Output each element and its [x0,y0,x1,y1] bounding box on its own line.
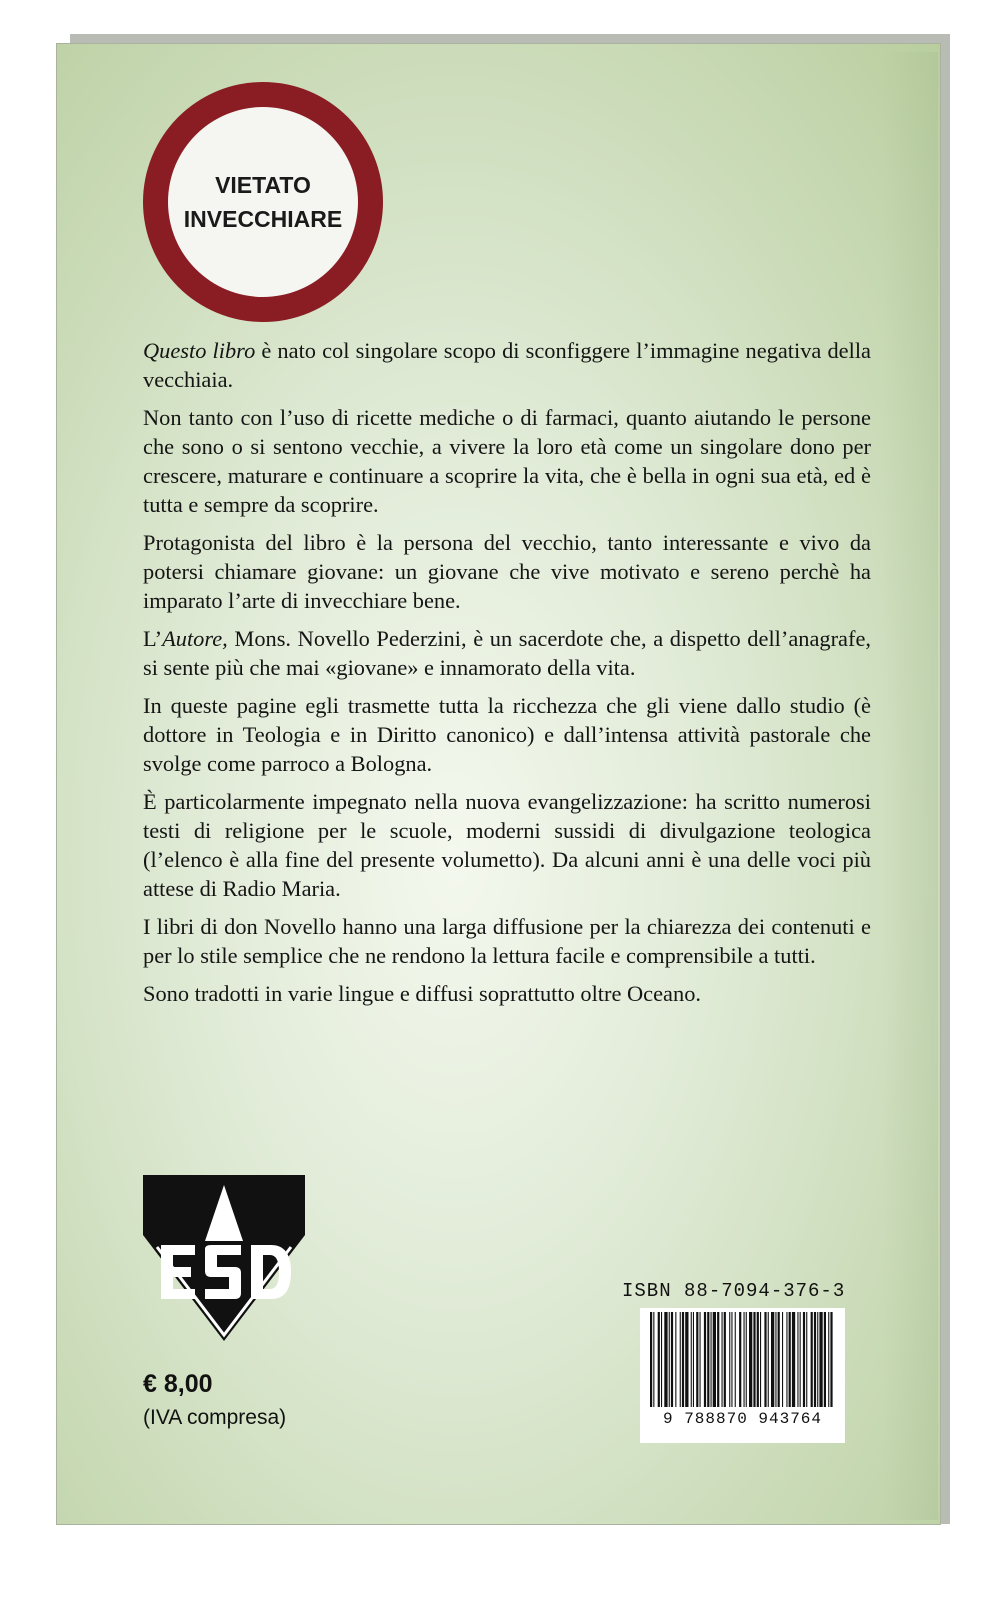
blurb [143,336,871,1017]
cover-edge [882,52,938,1520]
p4-text: Mons. Novello Pederzini, è un sacerdote che, a dispetto dell’anagrafe, si sente più che mai «giovane» e innamorato della vita. [143,626,871,680]
p1-text: è nato col singolare scopo di sconfiggere l’immagine negativa della vecchiaia. [143,338,871,392]
barcode-bar [806,1312,807,1407]
barcode-bar [782,1312,783,1407]
barcode-bar [680,1312,681,1407]
vat-note: (IVA compresa) [143,1406,287,1429]
barcode-bar [700,1312,701,1407]
barcode-bar [800,1312,801,1407]
barcode-bar [691,1312,692,1407]
barcode-bar [729,1312,730,1407]
barcode-bar [811,1312,813,1407]
no-entry-sign [143,82,383,322]
barcode-bar [731,1312,732,1407]
barcode-bar [671,1312,673,1407]
barcode-number: 9 788870 943764 [662,1410,823,1428]
barcode-bar [824,1312,826,1407]
barcode-bar [819,1312,822,1407]
barcode-bar [735,1312,736,1407]
paragraph-5: In queste pagine egli trasmette tutta la ricchezza che gli viene dallo studio (è dottore in Teologia e in Diritto canonico) e dall’intensa attività pastorale che svolge come parroco a Bologna. [143,693,871,776]
barcode-bar [768,1312,769,1407]
barcode-bar [650,1312,652,1407]
barcode-bar [696,1312,698,1407]
barcode-bar [675,1312,676,1407]
barcode-bar [658,1312,660,1407]
barcode-bar [682,1312,684,1407]
barcode-bar [828,1312,829,1407]
paragraph-4 [143,624,871,682]
sign-text [184,168,342,236]
paragraph-3: Protagonista del libro è la persona del vecchio, tanto interessante e vivo da potersi chiamare giovane: un giovane che vive motivato e sereno perchè ha imparato l’arte di invecchiare bene. [143,530,871,613]
publisher-logo [143,1175,305,1341]
p4-italic: Autore, [162,626,228,651]
barcode-bar [739,1312,741,1407]
price: € 8,00 [143,1370,213,1398]
barcode-bar [789,1312,791,1407]
barcode-bar [830,1312,832,1407]
barcode-bar [711,1312,712,1407]
book-back-cover [57,44,940,1524]
barcode-bar [803,1312,805,1407]
barcode-bar [771,1312,774,1407]
barcode-bar [757,1312,759,1407]
barcode-bar [713,1312,716,1407]
barcode-bar [704,1312,706,1407]
barcode [648,1312,838,1407]
sign-line-1: VIETATO [215,172,311,198]
p1-italic: Questo libro [143,338,256,363]
barcode-bar [764,1312,766,1407]
paragraph-6: È particolarmente impegnato nella nuova evangelizzazione: ha scritto numerosi testi di religione per le scuole, moderni sussidi di divulgazione teologica (l’elenco è alla fine del presente volumetto). Da alcuni anni è una delle voci più attese di Radio Maria. [143,789,871,901]
barcode-bar [661,1312,662,1407]
barcode-bar [760,1312,761,1407]
paragraph-2: Non tanto con l’uso di ricette mediche o di farmaci, quanto aiutando le persone che sono o si sentono vecchie, a vivere la loro età come un singolare dono per crescere, maturare e continuare a scoprire la vita, che è bella in ogni sua età, ed è tutta e sempre da scoprire. [143,405,871,517]
barcode-bar [707,1312,709,1407]
paragraph-1 [143,336,871,394]
barcode-box [640,1308,845,1443]
barcode-bar [685,1312,688,1407]
barcode-bar [717,1312,719,1407]
barcode-bar [693,1312,694,1407]
sign-line-2: INVECCHIARE [183,206,343,232]
barcode-bar [744,1312,745,1407]
barcode-bar [792,1312,795,1407]
barcode-bar [722,1312,723,1407]
barcode-bar [749,1312,752,1407]
barcode-bar [775,1312,776,1407]
barcode-bar [814,1312,816,1407]
barcode-bar [753,1312,755,1407]
p4-pre: L’ [143,626,163,651]
barcode-bar [797,1312,798,1407]
paragraph-7: I libri di don Novello hanno una larga diffusione per la chiarezza dei contenuti e per lo stile semplice che ne rendono la lettura facile e comprensibile a tutti. [143,914,871,968]
barcode-bar [778,1312,780,1407]
barcode-bar [817,1312,818,1407]
barcode-bar [664,1312,667,1407]
barcode-bar [746,1312,747,1407]
barcode-bar [669,1312,670,1407]
barcode-bar [724,1312,726,1407]
barcode-bar [653,1312,654,1407]
isbn: ISBN 88-7094-376-3 [622,1280,846,1302]
paragraph-8: Sono tradotti in varie lingue e diffusi soprattutto oltre Oceano. [143,981,701,1006]
barcode-bar [786,1312,787,1407]
sign-center [168,107,358,297]
